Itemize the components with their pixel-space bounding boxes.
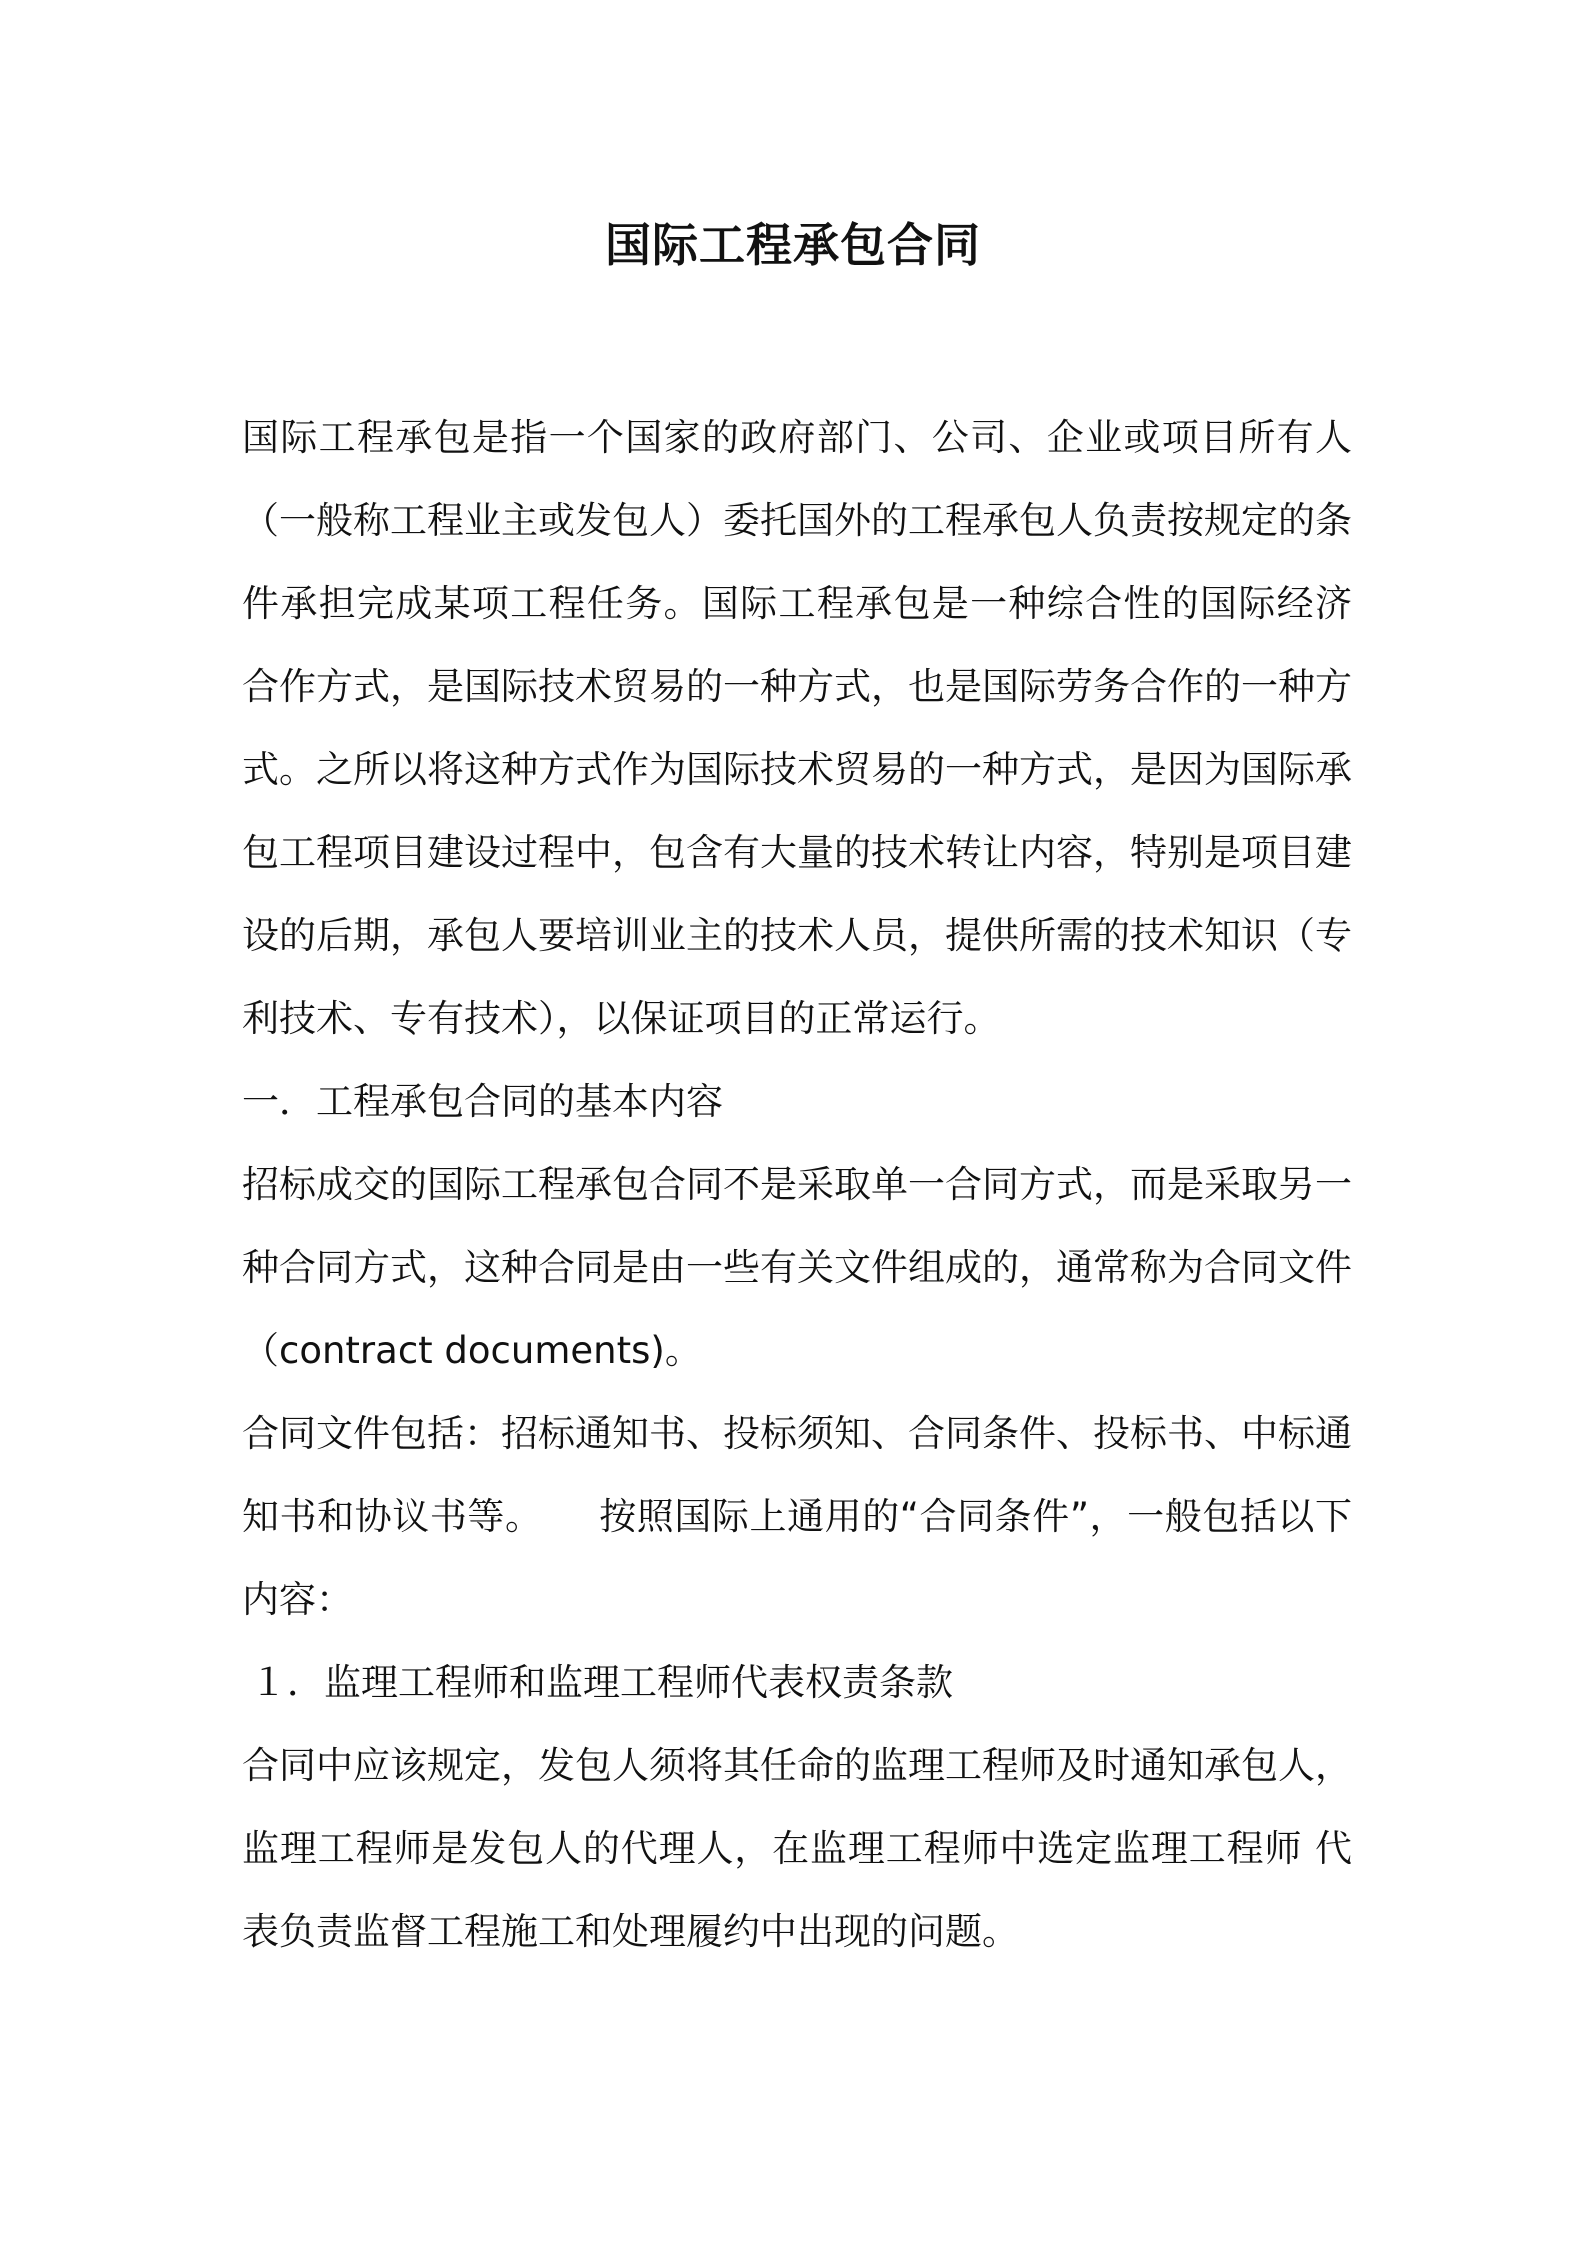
section-1-heading: 一．工程承包合同的基本内容: [242, 1080, 723, 1123]
section-1-paragraph-1: 招标成交的国际工程承包合同不是采取单一合同方式，而是采取另一种合同方式，这种合同是由一些有关文件组成的，通常称为合同文件（contract documents)。: [242, 1163, 1352, 1372]
document-title: 国际工程承包合同: [605, 218, 981, 272]
clause-1-paragraph: 合同中应该规定，发包人须将其任命的监理工程师及时通知承包人，监理工程师是发包人的代理人，在监理工程师中选定监理工程师 代表负责监督工程施工和处理履约中出现的问题。: [242, 1744, 1352, 1953]
clause-1-heading: １．监理工程师和监理工程师代表权责条款: [250, 1661, 953, 1704]
intro-paragraph: 国际工程承包是指一个国家的政府部门、公司、企业或项目所有人（一般称工程业主或发包人）委托国外的工程承包人负责按规定的条件承担完成某项工程任务。国际工程承包是一种综合性的国际经济 合作方式，是国际技术贸易的一种方式，也是国际劳务合作的一种方式。之所以将这种方式作为国际技术贸易的一种方式，是因为国际承 包工程项目建设过程中，包含有大量的技术转让内容，特别是项目建设的后期，承包人要培训业主的技术人员，提供所需的技术知识（专 利技术、专有技术），以保证项目的正常运行。: [242, 416, 1352, 1040]
document-body: [242, 396, 1352, 1973]
section-1-paragraph-2: 合同文件包括：招标通知书、投标须知、合同条件、投标书、中标通知书和协议书等。 按照国际上通用的“合同条件”，一般包括以下内容：: [242, 1412, 1352, 1621]
